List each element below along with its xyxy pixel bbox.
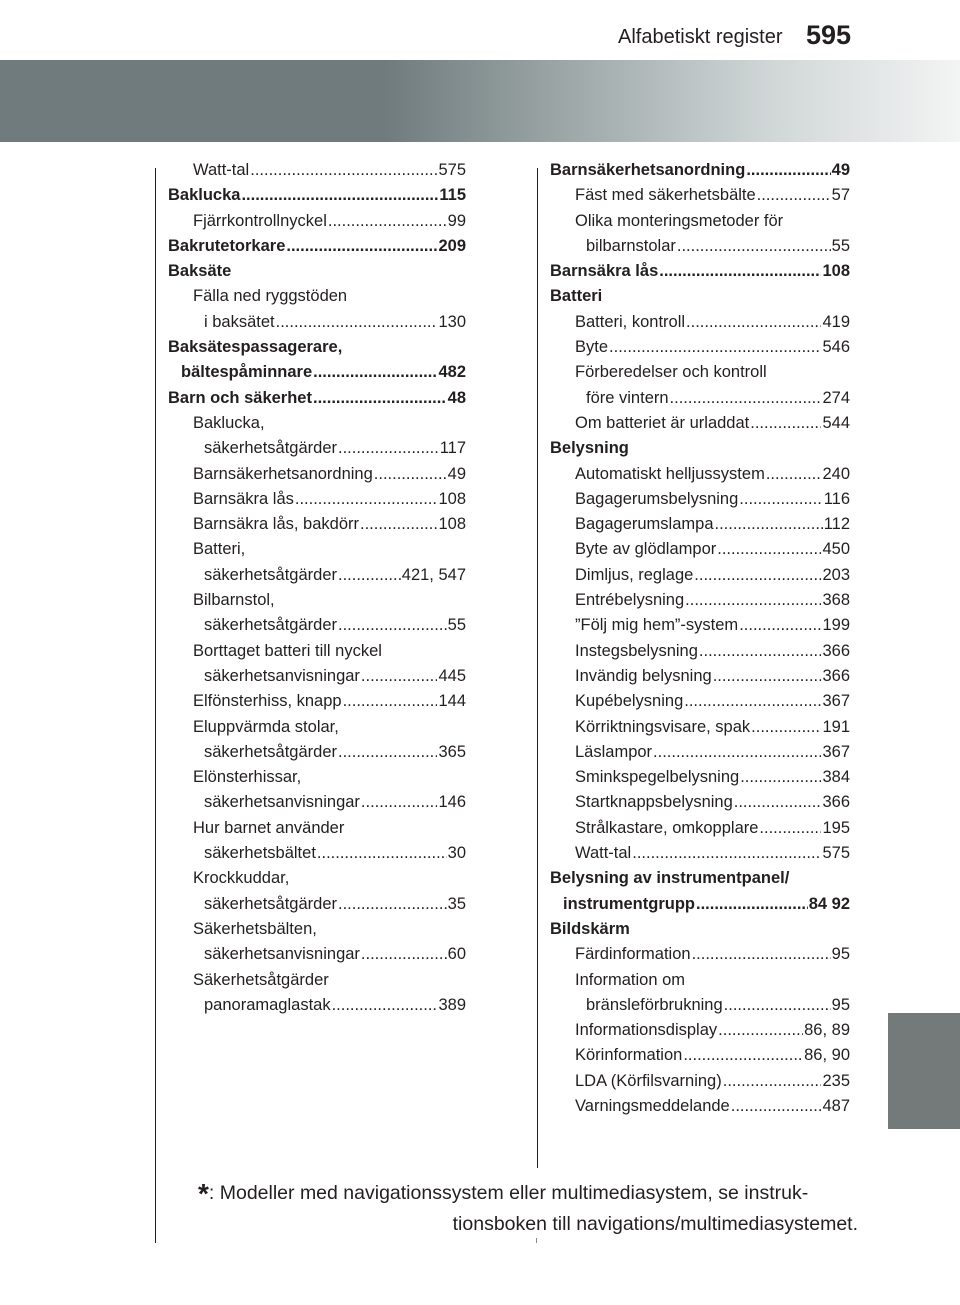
dot-leader	[699, 639, 822, 664]
index-entry-label: Batteri, kontroll	[575, 312, 686, 331]
index-entry-label: Informationsdisplay	[575, 1021, 718, 1040]
index-entry-label: Borttaget batteri till nyckel	[193, 641, 382, 660]
index-entry	[550, 158, 850, 183]
index-entry-label: Bagagerumslampa	[575, 515, 714, 534]
dot-leader	[361, 790, 438, 815]
dot-leader	[632, 841, 821, 866]
index-entry-label: Byte	[575, 338, 609, 357]
index-entry	[550, 234, 850, 259]
section-tab-marker	[888, 1013, 960, 1129]
index-entry-label: säkerhetsåtgärder	[204, 439, 337, 458]
index-entry	[550, 360, 850, 385]
dot-leader	[332, 993, 438, 1018]
index-entry-label: Strålkastare, omkopplare	[575, 818, 759, 837]
index-entry-label: Elfönsterhiss, knapp	[193, 692, 342, 711]
index-entry-pages: 84 92	[808, 894, 850, 913]
index-entry-pages: 195	[822, 818, 850, 837]
index-entry-label: bältespåminnare	[181, 363, 313, 382]
dot-leader	[313, 386, 447, 411]
index-entry	[550, 1094, 850, 1119]
index-entry	[168, 613, 466, 638]
dot-leader	[692, 942, 831, 967]
index-entry-pages: 274	[822, 388, 850, 407]
footnote	[198, 1178, 858, 1240]
index-entry	[550, 1043, 850, 1068]
dot-leader	[684, 689, 821, 714]
dot-leader	[718, 1018, 803, 1043]
index-entry-label: säkerhetsanvisningar	[204, 666, 360, 685]
index-entry	[168, 866, 466, 891]
dot-leader	[717, 537, 821, 562]
index-entry	[550, 512, 850, 537]
footnote-line-2: tionsboken till navigations/multimediasystemet.	[452, 1213, 858, 1235]
index-entry	[550, 866, 850, 891]
index-entry-label: Entrébelysning	[575, 591, 685, 610]
dot-leader	[286, 234, 437, 259]
index-entry-label: Automatiskt helljussystem	[575, 464, 765, 483]
dot-leader	[739, 613, 821, 638]
column-divider	[537, 168, 538, 1168]
index-entry-label: Barnsäkerhetsanordning	[193, 464, 373, 483]
index-entry-label: Baksäte	[168, 262, 232, 281]
footnote-star: *	[198, 1178, 209, 1209]
index-entry	[168, 715, 466, 740]
index-entry-pages: 35	[447, 894, 466, 913]
index-entry	[168, 765, 466, 790]
index-entry	[550, 588, 850, 613]
index-entry	[168, 563, 466, 588]
dot-leader	[317, 841, 447, 866]
dot-leader	[338, 436, 439, 461]
index-entry	[168, 917, 466, 942]
index-entry-label: säkerhetsanvisningar	[204, 945, 360, 964]
dot-leader	[750, 411, 821, 436]
index-entry-label: Batteri	[550, 287, 603, 306]
index-entry-label: LDA (Körfilsvarning)	[575, 1071, 722, 1090]
dot-leader	[696, 892, 808, 917]
index-entry-pages: 130	[438, 312, 466, 331]
index-entry	[550, 892, 850, 917]
index-entry-label: bränsleförbrukning	[586, 995, 723, 1014]
index-entry-label: Eluppvärmda stolar,	[193, 717, 339, 736]
index-entry	[168, 790, 466, 815]
index-entry-label: säkerhetsåtgärder	[204, 616, 337, 635]
dot-leader	[713, 664, 822, 689]
index-entry-label: Krockkuddar,	[193, 869, 290, 888]
dot-leader	[685, 588, 821, 613]
index-entry-pages: 235	[822, 1071, 850, 1090]
index-entry-pages: 367	[822, 742, 850, 761]
index-entry-pages: 55	[831, 236, 850, 255]
index-entry-pages: 199	[822, 616, 850, 635]
index-entry	[550, 537, 850, 562]
dot-leader	[766, 462, 822, 487]
index-entry-label: Bakrutetorkare	[168, 236, 286, 255]
index-entry-label: Körinformation	[575, 1046, 683, 1065]
index-entry	[168, 234, 466, 259]
index-entry-pages: 108	[822, 262, 850, 281]
dot-leader	[338, 740, 437, 765]
index-entry-pages: 86, 90	[804, 1046, 850, 1065]
index-entry-pages: 368	[822, 591, 850, 610]
index-entry-label: före vintern	[586, 388, 669, 407]
index-entry-pages: 191	[822, 717, 850, 736]
dot-leader	[653, 740, 821, 765]
index-entry-pages: 112	[823, 515, 850, 534]
index-entry	[550, 209, 850, 234]
index-entry	[168, 487, 466, 512]
index-entry	[168, 841, 466, 866]
index-entry-label: Säkerhetsåtgärder	[193, 970, 329, 989]
index-entry-label: säkerhetsåtgärder	[204, 894, 337, 913]
index-entry	[550, 664, 850, 689]
index-entry	[550, 1018, 850, 1043]
index-entry-pages: 366	[822, 641, 850, 660]
dot-leader	[751, 715, 821, 740]
index-entry	[168, 259, 466, 284]
dot-leader	[276, 310, 438, 335]
crop-mark	[536, 1238, 537, 1243]
index-entry	[168, 411, 466, 436]
dot-leader	[715, 512, 823, 537]
index-entry-label: Körriktningsvisare, spak	[575, 717, 751, 736]
index-entry-pages: 146	[438, 793, 466, 812]
index-entry-pages: 365	[438, 742, 466, 761]
index-entry	[168, 512, 466, 537]
index-entry	[168, 335, 466, 360]
dot-leader	[670, 386, 822, 411]
dot-leader	[338, 613, 447, 638]
index-entry-pages: 86, 89	[804, 1021, 850, 1040]
index-entry-label: Barnsäkra lås	[193, 489, 294, 508]
index-entry	[550, 689, 850, 714]
index-entry-label: Baklucka	[168, 186, 241, 205]
dot-leader	[759, 816, 821, 841]
index-entry-label: Instegsbelysning	[575, 641, 698, 660]
index-entry-label: säkerhetsåtgärder	[204, 742, 337, 761]
index-entry	[168, 310, 466, 335]
index-entry-label: Batteri,	[193, 540, 246, 559]
index-entry-pages: 115	[439, 186, 466, 205]
header-title: Alfabetiskt register	[618, 26, 783, 48]
index-entry	[168, 537, 466, 562]
index-entry-pages: 60	[447, 945, 466, 964]
index-entry-label: Kupébelysning	[575, 692, 684, 711]
dot-leader	[694, 563, 821, 588]
index-entry	[550, 563, 850, 588]
dot-leader	[740, 765, 821, 790]
index-entry-pages: 57	[831, 186, 850, 205]
index-entry-label: bilbarnstolar	[586, 236, 676, 255]
index-entry	[168, 209, 466, 234]
index-entry-pages: 421, 547	[401, 565, 466, 584]
index-entry	[550, 259, 850, 284]
index-entry-label: Förberedelser och kontroll	[575, 363, 767, 382]
index-entry-pages: 544	[822, 413, 850, 432]
dot-leader	[361, 942, 447, 967]
index-entry-label: Belysning	[550, 439, 629, 458]
index-entry-label: Fäst med säkerhetsbälte	[575, 186, 756, 205]
index-entry-pages: 55	[447, 616, 466, 635]
dot-leader	[683, 1043, 803, 1068]
index-entry-label: Barnsäkra lås, bakdörr	[193, 515, 359, 534]
index-entry-pages: 49	[447, 464, 466, 483]
index-entry-label: Dimljus, reglage	[575, 565, 694, 584]
index-entry	[550, 740, 850, 765]
index-entry	[550, 715, 850, 740]
index-entry	[550, 639, 850, 664]
dot-leader	[328, 209, 447, 234]
dot-leader	[739, 487, 822, 512]
index-entry-pages: 389	[438, 995, 466, 1014]
index-entry-label: Baklucka,	[193, 413, 265, 432]
index-entry-pages: 108	[438, 489, 466, 508]
index-entry-pages: 575	[438, 161, 466, 179]
footnote-line-1	[198, 1178, 858, 1209]
index-entry	[168, 462, 466, 487]
index-entry	[550, 917, 850, 942]
index-entry	[550, 1069, 850, 1094]
index-entry-label: Fälla ned ryggstöden	[193, 287, 348, 306]
index-entry-label: Byte av glödlampor	[575, 540, 717, 559]
index-entry	[168, 639, 466, 664]
index-entry-label: säkerhetsåtgärder	[204, 565, 337, 584]
index-entry	[550, 284, 850, 309]
dot-leader	[374, 462, 447, 487]
index-entry	[550, 462, 850, 487]
dot-leader	[723, 1069, 822, 1094]
index-entry	[168, 740, 466, 765]
index-entry-label: Fjärrkontrollnyckel	[193, 211, 327, 230]
index-entry-label: Sminkspegelbelysning	[575, 768, 740, 787]
index-column-right	[550, 158, 850, 1119]
index-entry	[550, 790, 850, 815]
index-entry-label: säkerhetsbältet	[204, 844, 316, 863]
index-entry-pages: 117	[439, 439, 466, 458]
index-entry-label: Elönsterhissar,	[193, 768, 302, 787]
index-entry-label: Bagagerumsbelysning	[575, 489, 739, 508]
dot-leader	[731, 1094, 822, 1119]
index-entry	[168, 183, 466, 208]
index-entry	[168, 942, 466, 967]
index-entry-pages: 49	[831, 161, 850, 179]
index-entry-pages: 144	[438, 692, 466, 711]
index-entry	[550, 765, 850, 790]
dot-leader	[724, 993, 831, 1018]
index-entry-pages: 445	[438, 666, 466, 685]
index-entry-pages: 575	[822, 844, 850, 863]
index-entry-pages: 487	[822, 1096, 850, 1115]
index-entry-label: Bildskärm	[550, 919, 630, 938]
index-entry	[168, 284, 466, 309]
index-entry-label: Startknappsbelysning	[575, 793, 733, 812]
dot-leader	[343, 689, 438, 714]
index-entry	[168, 892, 466, 917]
index-entry-label: i baksätet	[204, 312, 275, 331]
index-entry-label: Läslampor	[575, 742, 653, 761]
index-entry-label: Färdinformation	[575, 945, 691, 964]
index-entry-pages: 99	[447, 211, 466, 230]
index-entry-pages: 108	[438, 515, 466, 534]
dot-leader	[659, 259, 821, 284]
index-entry-label: Om batteriet är urladdat	[575, 413, 750, 432]
index-entry	[168, 360, 466, 385]
dot-leader	[338, 563, 401, 588]
index-entry-pages: 546	[822, 338, 850, 357]
index-entry-label: panoramaglastak	[204, 995, 331, 1014]
index-entry	[550, 386, 850, 411]
dot-leader	[361, 664, 438, 689]
index-entry-label: Barnsäkerhetsanordning	[550, 161, 746, 179]
index-entry	[550, 993, 850, 1018]
index-entry-pages: 116	[823, 489, 850, 508]
dot-leader	[677, 234, 831, 259]
index-entry	[168, 664, 466, 689]
index-entry-pages: 30	[447, 844, 466, 863]
index-column-left	[168, 158, 466, 1018]
dot-leader	[313, 360, 437, 385]
index-entry	[550, 436, 850, 461]
index-entry-pages: 203	[822, 565, 850, 584]
index-entry-pages: 95	[831, 995, 850, 1014]
index-entry	[550, 487, 850, 512]
index-entry-label: Barnsäkra lås	[550, 262, 659, 281]
index-entry-label: Barn och säkerhet	[168, 388, 312, 407]
index-entry	[168, 158, 466, 183]
dot-leader	[757, 183, 831, 208]
index-entry	[550, 310, 850, 335]
header-band	[0, 60, 960, 142]
index-entry	[550, 613, 850, 638]
dot-leader	[295, 487, 438, 512]
index-entry	[168, 386, 466, 411]
index-entry-pages: 209	[438, 236, 466, 255]
index-entry-pages: 482	[438, 363, 466, 382]
dot-leader	[338, 892, 447, 917]
page-number: 595	[806, 20, 852, 50]
index-entry-pages: 419	[822, 312, 850, 331]
index-entry-label: Säkerhetsbälten,	[193, 919, 317, 938]
index-entry	[550, 841, 850, 866]
footnote-text-1: : Modeller med navigationssystem eller multimediasystem, se instruk-	[208, 1182, 809, 1204]
index-entry	[168, 436, 466, 461]
index-entry-label: Watt-tal	[575, 844, 632, 863]
index-entry-pages: 366	[822, 793, 850, 812]
index-entry-pages: 366	[822, 666, 850, 685]
index-entry	[550, 968, 850, 993]
index-entry	[168, 588, 466, 613]
dot-leader	[686, 310, 821, 335]
index-entry-pages: 240	[822, 464, 850, 483]
index-entry	[550, 816, 850, 841]
index-entry-pages: 48	[447, 388, 466, 407]
index-entry-label: Watt-tal	[193, 161, 250, 179]
index-entry	[168, 816, 466, 841]
index-entry	[168, 993, 466, 1018]
index-entry-label: Bilbarnstol,	[193, 591, 275, 610]
index-entry-label: Information om	[575, 970, 686, 989]
index-entry-label: säkerhetsanvisningar	[204, 793, 360, 812]
dot-leader	[734, 790, 822, 815]
index-entry-label: ”Följ mig hem”-system	[575, 616, 739, 635]
index-entry-label: instrumentgrupp	[563, 894, 695, 913]
index-entry-label: Varningsmeddelande	[575, 1096, 730, 1115]
index-entry-pages: 367	[822, 692, 850, 711]
index-entry-label: Olika monteringsmetoder för	[575, 211, 784, 230]
index-entry-label: Invändig belysning	[575, 666, 712, 685]
index-entry-label: Baksätespassagerare,	[168, 338, 343, 357]
index-entry-label: Hur barnet använder	[193, 818, 345, 837]
left-margin-rule	[155, 168, 156, 1243]
dot-leader	[241, 183, 438, 208]
index-entry-pages: 450	[822, 540, 850, 559]
index-entry-label: Belysning av instrumentpanel/	[550, 869, 790, 888]
index-entry-pages: 384	[822, 768, 850, 787]
index-entry	[550, 183, 850, 208]
dot-leader	[746, 158, 830, 183]
index-entry	[550, 335, 850, 360]
index-entry	[550, 411, 850, 436]
dot-leader	[609, 335, 821, 360]
index-entry-pages: 95	[831, 945, 850, 964]
index-entry	[168, 968, 466, 993]
index-entry	[168, 689, 466, 714]
dot-leader	[360, 512, 437, 537]
index-entry	[550, 942, 850, 967]
dot-leader	[250, 158, 437, 183]
